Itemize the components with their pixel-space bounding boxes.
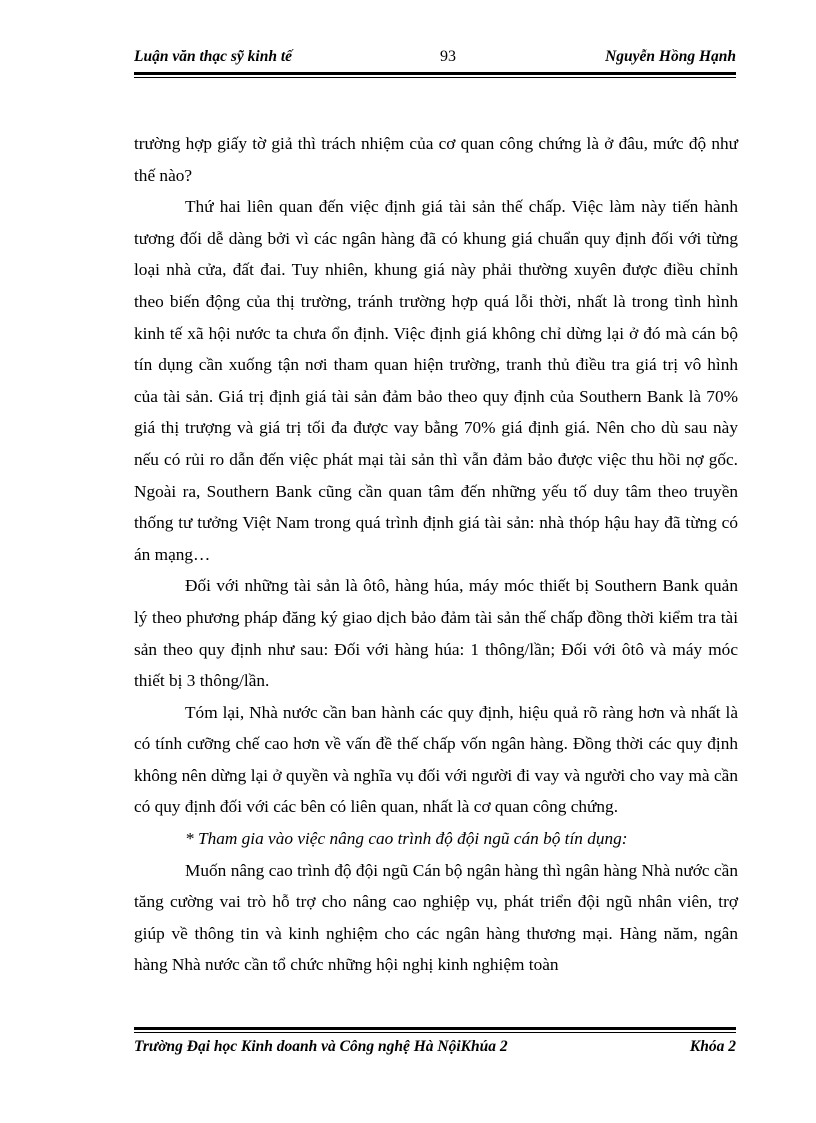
header-author: Nguyễn Hồng Hạnh [605, 48, 736, 65]
footer-divider [134, 1027, 736, 1033]
header-divider [134, 72, 736, 78]
paragraph: trường hợp giấy tờ giả thì trách nhiệm của cơ quan công chứng là ở đâu, mức độ như thế nào? [134, 134, 738, 185]
paragraph: Muốn nâng cao trình độ đội ngũ Cán bộ ngân hàng thì ngân hàng Nhà nước cần tăng cường vai trò hỗ trợ cho nâng cao nghiệp vụ, phát triển đội ngũ nhân viên, trợ giúp về thông tin và kinh nghiệm cho các ngân hàng thương mại. Hàng năm, ngân hàng Nhà nước cần tổ chức những hội nghị kinh nghiệm toàn [134, 860, 738, 975]
body-text [134, 128, 738, 981]
paragraph: Tóm lại, Nhà nước cần ban hành các quy định, hiệu quả rõ ràng hơn và nhất là có tính cưỡng chế cao hơn về vấn đề thế chấp vốn ngân hàng. Đồng thời các quy định không nên dừng lại ở quyền và nghĩa vụ đối với người đi vay và người cho vay mà cần có quy định đối với các bên có liên quan, nhất là cơ quan công chứng. [134, 702, 738, 817]
footer-university: Trường Đại học Kinh doanh và Công nghệ Hà NộiKhúa 2 [134, 1038, 508, 1055]
paragraph: Đối với những tài sản là ôtô, hàng húa, máy móc thiết bị Southern Bank quản lý theo phương pháp đăng ký giao dịch bảo đảm tài sản thế chấp đồng thời kiểm tra tài sản theo quy định như sau: Đối với hàng húa: 1 thông/lần; Đối với ôtô và máy móc thiết bị 3 thông/lần. [134, 576, 738, 691]
header-thesis-title: Luận văn thạc sỹ kinh tế [134, 48, 293, 65]
paragraph: Thứ hai liên quan đến việc định giá tài sản thế chấp. Việc làm này tiến hành tương đối dễ dàng bởi vì các ngân hàng đã có khung giá chuẩn quy định đối với từng loại nhà cửa, đất đai. Tuy nhiên, khung giá này phải thường xuyên được điều chỉnh theo biến động của thị trường, tránh trường hợp quá lỗi thời, nhất là trong tình hình kinh tế xã hội nước ta chưa ổn định. Việc định giá không chỉ dừng lại ở đó mà cán bộ tín dụng cần xuống tận nơi tham quan hiện trường, tranh thủ điều tra giá trị vô hình của tài sản. Giá trị định giá tài sản đảm bảo theo quy định của Southern Bank là 70% giá thị trượng và giá trị tối đa được vay bằng 70% giá định giá. Nên cho dù sau này nếu có rủi ro dẫn đến việc phát mại tài sản thì vẫn đảm bảo được việc thu hồi nợ gốc. Ngoài ra, Southern Bank cũng cần quan tâm đến những yếu tố duy tâm theo truyền thống tư tưởng Việt Nam trong quá trình định giá tài sản: nhà thóp hậu hay đã từng có án mạng… [134, 197, 738, 564]
section-subheading: * Tham gia vào việc nâng cao trình độ đội ngũ cán bộ tín dụng: [185, 829, 628, 849]
page-footer [134, 1038, 736, 1060]
page-header [134, 48, 736, 70]
footer-course: Khóa 2 [689, 1038, 736, 1055]
page-number: 93 [440, 48, 456, 65]
